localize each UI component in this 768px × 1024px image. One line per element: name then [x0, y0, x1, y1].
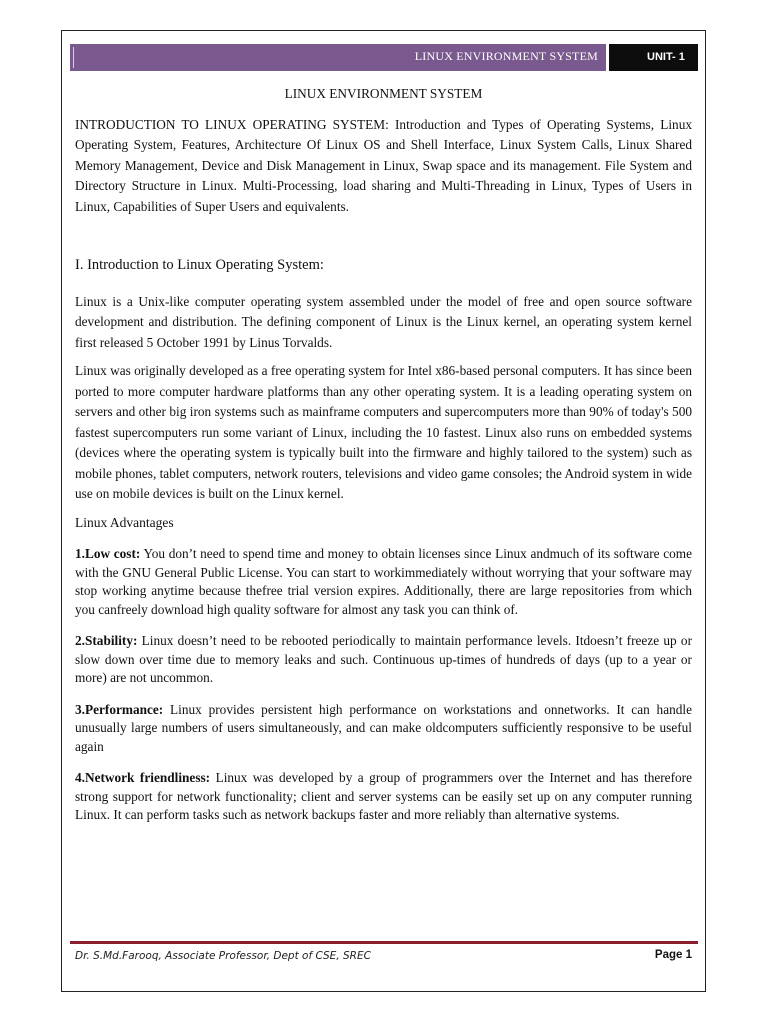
intro-paragraph: INTRODUCTION TO LINUX OPERATING SYSTEM: Introduction and Types of Operating Systems, Linux Operating System, Features, Architecture Of Linux OS and Shell Interface, Linux System Calls, Linux Shared Memory Management, Device and Disk Management in Linux, Swap space and its management. File System and Directory Structure in Linux. Multi-Processing, load sharing and Multi-Threading in Linux, Types of Users in Linux, Capabilities of Super Users and equivalents.: [75, 116, 692, 214]
advantage-label: 4.Network friendliness:: [75, 770, 211, 785]
advantage-low-cost: [75, 545, 692, 619]
advantage-text: Linux was developed by a group of programmers over the Internet and has therefore strong support for network functionality; client and server systems can be easily set up on any computer running Linux. It can perform tasks such as network backups faster and more reliably than alternative systems.: [75, 770, 692, 822]
header-title: LINUX ENVIRONMENT SYSTEM: [414, 49, 598, 63]
advantage-text: Linux provides persistent high performance on workstations and onnetworks. It can handle unusually large numbers of users simultaneously, and can make oldcomputers sufficiently responsive to be useful again: [75, 701, 692, 754]
advantage-label: 2.Stability:: [75, 633, 138, 648]
document-body: [75, 84, 692, 838]
advantage-label: 1.Low cost:: [75, 546, 141, 561]
advantage-label: 3.Performance:: [75, 701, 164, 717]
advantage-text: Linux doesn’t need to be rebooted periodically to maintain performance levels. Itdoesn’t freeze up or slow down over time due to memory leaks and such. Continuous up-times of hundreds of days (up to a year or more) are not uncommon.: [75, 633, 692, 685]
paragraph-2: Linux was originally developed as a free operating system for Intel x86-based personal computers. It has since been ported to more computer hardware platforms than any other operating system. It is a leading operating system on servers and other big iron systems such as mainframe computers and supercomputers more than 90% of today's 500 fastest supercomputers run some variant of Linux, including the 10 fastest. Linux also runs on embedded systems (devices where the operating system is typically built into the firmware and highly tailored to the system) such as mobile phones, tablet computers, network routers, televisions and video game consoles; the Android system in wide use on mobile devices is built on the Linux kernel.: [75, 363, 692, 501]
paragraph-1: Linux is a Unix-like computer operating system assembled under the model of free and open source software development and distribution. The defining component of Linux is the Linux kernel, an operating system kernel first released 5 October 1991 by Linus Torvalds.: [75, 293, 692, 350]
footer-author: Dr. S.Md.Farooq, Associate Professor, Dept of CSE, SREC: [75, 950, 371, 962]
unit-label: UNIT- 1: [647, 51, 685, 63]
header-bar: [70, 44, 606, 71]
section-heading: I. Introduction to Linux Operating System:: [75, 257, 324, 273]
advantages-heading: Linux Advantages: [75, 514, 174, 530]
footer-rule: [70, 941, 698, 944]
advantage-performance: [75, 701, 692, 757]
advantage-network-friendliness: [75, 769, 692, 825]
document-title: LINUX ENVIRONMENT SYSTEM: [284, 86, 483, 101]
unit-badge: [609, 44, 698, 71]
advantage-stability: [75, 632, 692, 688]
page-number: Page 1: [654, 949, 692, 961]
advantage-text: You don’t need to spend time and money to obtain licenses since Linux andmuch of its software come with the GNU General Public License. You can start to workimmediately without worrying that your software may stop working anytime because thefree trial version expires. Additionally, there are large repositories from which you canfreely download high quality software for almost any task you can think of.: [75, 546, 693, 617]
